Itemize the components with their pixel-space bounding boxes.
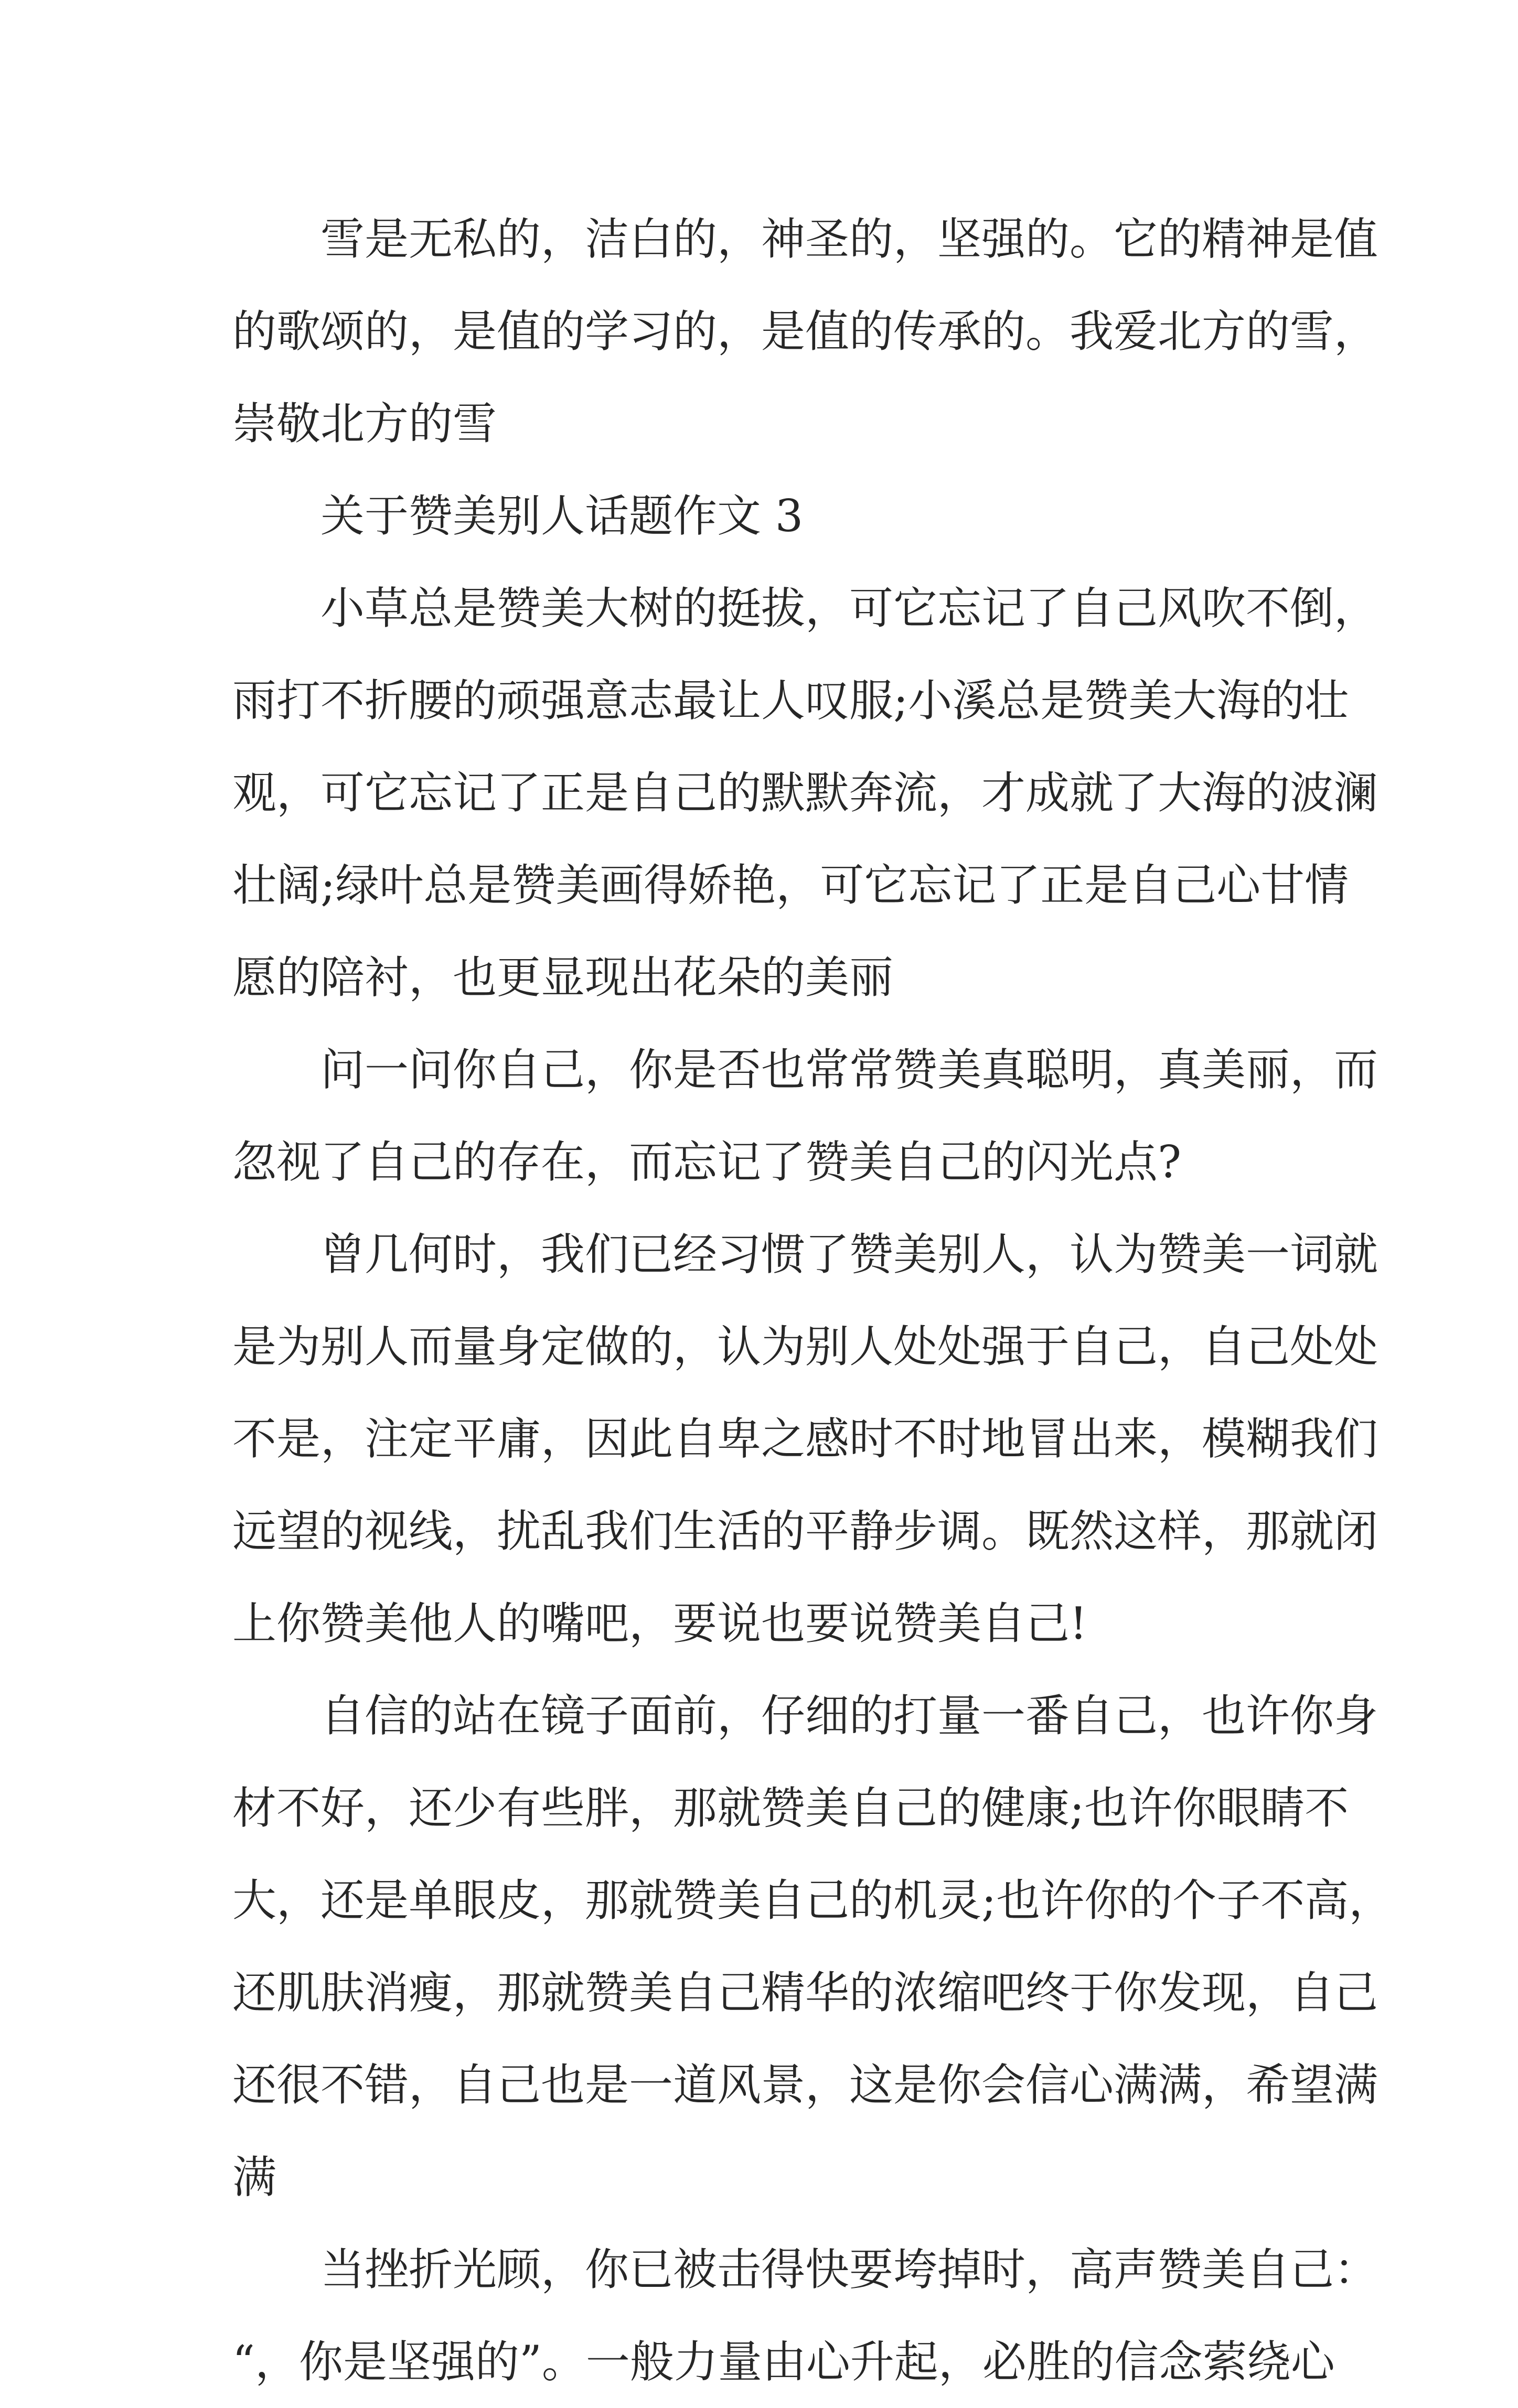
paragraph	[232, 470, 1292, 562]
text-line: 自信的站在镜子面前，仔细的打量一番自己，也许你身	[320, 1690, 1378, 1742]
paragraph	[232, 2223, 1378, 2408]
text-line: 满	[232, 2152, 277, 2203]
text-line: 当挫折光顾，你已被击得快要垮掉时，高声赞美自己：	[320, 2244, 1378, 2295]
paragraph	[232, 1208, 1378, 1670]
paragraph	[232, 562, 1378, 1024]
document-body	[232, 193, 1393, 2408]
text-line: 问一问你自己，你是否也常常赞美真聪明，真美丽，而	[320, 1044, 1378, 1095]
paragraph	[232, 1670, 1393, 2223]
text-line: 还很不错，自己也是一道风景，这是你会信心满满，希望满	[232, 2059, 1378, 2111]
text-line: 壮阔;绿叶总是赞美画得娇艳，可它忘记了正是自己心甘情	[232, 859, 1349, 911]
text-line: 小草总是赞美大树的挺拔，可它忘记了自己风吹不倒，	[320, 583, 1378, 634]
text-line: 曾几何时，我们已经习惯了赞美别人，认为赞美一词就	[320, 1229, 1378, 1280]
text-line: 材不好，还少有些胖，那就赞美自己的健康;也许你眼睛不	[232, 1782, 1349, 1834]
text-line: 不是，注定平庸，因此自卑之感时不时地冒出来，模糊我们	[232, 1413, 1378, 1465]
text-line: 上你赞美他人的嘴吧，要说也要说赞美自己!	[232, 1598, 1087, 1649]
paragraph	[232, 1024, 1378, 1208]
text-line: 忽视了自己的存在，而忘记了赞美自己的闪光点?	[232, 1136, 1182, 1188]
text-line: 观，可它忘记了正是自己的默默奔流，才成就了大海的波澜	[232, 767, 1378, 819]
text-line: 崇敬北方的雪	[232, 398, 497, 449]
text-line: 还肌肤消瘦，那就赞美自己精华的浓缩吧终于你发现，自己	[232, 1967, 1378, 2018]
text-line: 是为别人而量身定做的，认为别人处处强于自己，自己处处	[232, 1321, 1378, 1372]
text-line: 关于赞美别人话题作文 3	[320, 490, 804, 542]
text-line: “，你是坚强的”。一般力量由心升起，必胜的信念萦绕心	[232, 2336, 1335, 2388]
text-line: 愿的陪衬，也更显现出花朵的美丽	[232, 952, 894, 1003]
text-line: 雨打不折腰的顽强意志最让人叹服;小溪总是赞美大海的壮	[232, 675, 1349, 726]
paragraph	[232, 193, 1378, 470]
text-line: 大，还是单眼皮，那就赞美自己的机灵;也许你的个子不高，	[232, 1875, 1393, 1926]
text-line: 雪是无私的，洁白的，神圣的，坚强的。它的精神是值	[320, 213, 1378, 265]
text-line: 的歌颂的，是值的学习的，是值的传承的。我爱北方的雪，	[232, 306, 1378, 357]
text-line: 远望的视线，扰乱我们生活的平静步调。既然这样，那就闭	[232, 1506, 1378, 1557]
